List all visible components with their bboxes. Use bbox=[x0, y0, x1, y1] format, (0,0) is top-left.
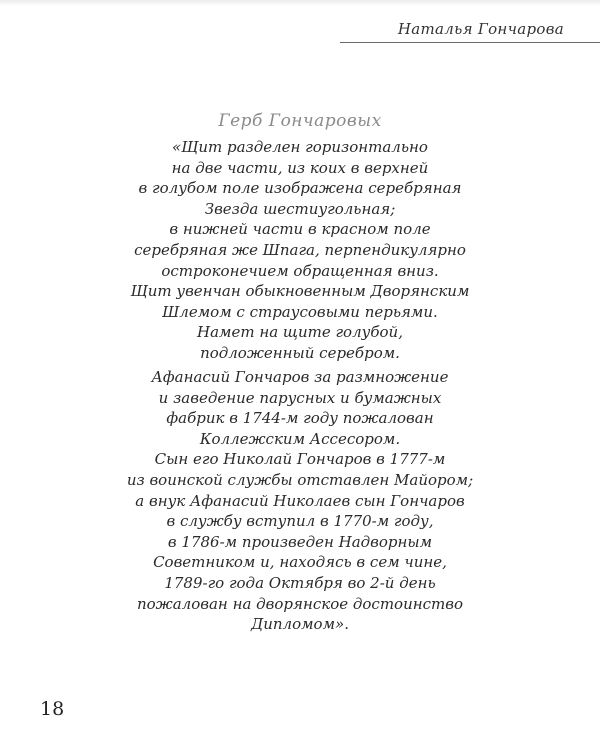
text-line: серебряная же Шпага, перпендикулярно bbox=[134, 240, 466, 259]
text-line: подложенный серебром. bbox=[200, 343, 400, 362]
running-head-rule bbox=[340, 42, 600, 43]
text-line: остроконечием обращенная вниз. bbox=[161, 261, 439, 280]
text-line: Советником и, находясь в сем чине, bbox=[153, 553, 447, 572]
text-line: фабрик в 1744-м году пожалован bbox=[166, 409, 434, 428]
text-line: Дипломом». bbox=[251, 615, 349, 634]
text-line: Щит увенчан обыкновенным Дворянским bbox=[130, 282, 470, 301]
text-line: 1789-го года Октября во 2-й день bbox=[164, 573, 436, 592]
section-title: Герб Гончаровых bbox=[218, 111, 382, 131]
coat-of-arms-description bbox=[60, 137, 540, 364]
text-line: из воинской службы отставлен Майором; bbox=[126, 470, 474, 489]
text-line: Сын его Николай Гончаров в 1777-м bbox=[154, 450, 446, 469]
text-line: «Щит разделен горизонтально bbox=[172, 138, 428, 156]
page-edge-shadow bbox=[0, 0, 600, 6]
text-line: Афанасий Гончаров за размножение bbox=[151, 368, 449, 386]
text-line: Шлемом с страусовыми перьями. bbox=[162, 302, 438, 321]
text-line: а внук Афанасий Николаев сын Гончаров bbox=[135, 491, 465, 510]
text-line: в нижней части в красном поле bbox=[169, 220, 431, 239]
text-line: в службу вступил в 1770-м году, bbox=[166, 512, 434, 531]
running-head: Наталья Гончарова bbox=[397, 20, 564, 38]
text-line: Намет на щите голубой, bbox=[197, 323, 403, 342]
family-history-paragraph bbox=[60, 367, 540, 635]
text-line: в 1786-м произведен Надворным bbox=[167, 532, 433, 551]
text-line: и заведение парусных и бумажных bbox=[158, 388, 442, 407]
text-line: пожалован на дворянское достоинство bbox=[136, 594, 463, 613]
text-line: Коллежским Ассесором. bbox=[199, 429, 401, 448]
text-line: на две части, из коих в верхней bbox=[171, 158, 429, 177]
text-line: Звезда шестиугольная; bbox=[204, 199, 396, 218]
text-line: в голубом поле изображена серебряная bbox=[138, 179, 462, 198]
page-number: 18 bbox=[40, 698, 65, 720]
